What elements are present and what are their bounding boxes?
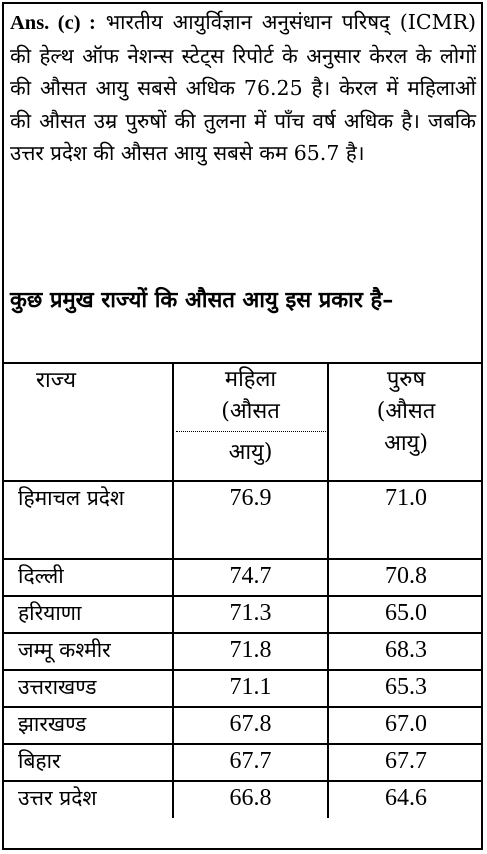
state-cell: हिमाचल प्रदेश: [2, 481, 173, 559]
female-value-cell: 67.8: [173, 707, 328, 744]
header-male-line2: (औसत: [376, 399, 436, 424]
male-value-cell: 68.3: [328, 633, 483, 670]
answer-text: भारतीय आयुर्विज्ञान अनुसंधान परिषद् (ICMR) की हेल्थ ऑफ नेशन्स स्टेट्स रिपोर्ट के अनुसार केरल के लोगों की औसत आयु सबसे अधिक 76.25 है। केरल में महिलाओं की औसत उम्र पुरुषों की तुलना में पाँच वर्ष अधिक है। जबकि उत्तर प्रदेश की औसत आयु सबसे कम 65.7 है।: [10, 10, 477, 165]
state-cell: हरियाणा: [2, 596, 173, 633]
header-state: राज्य: [2, 363, 173, 481]
table-heading: कुछ प्रमुख राज्यों कि औसत आयु इस प्रकार है–: [10, 287, 394, 313]
male-value-cell: 67.7: [328, 744, 483, 781]
female-value-cell: 66.8: [173, 781, 328, 818]
table-row: [2, 744, 483, 781]
header-female: [173, 363, 328, 481]
state-cell: झारखण्ड: [2, 707, 173, 744]
header-male-line3: आयु): [384, 431, 428, 456]
table-row: [2, 670, 483, 707]
state-cell: दिल्ली: [2, 559, 173, 596]
header-male: [328, 363, 483, 481]
male-value-cell: 67.0: [328, 707, 483, 744]
life-expectancy-table: [2, 362, 483, 818]
header-female-line3: आयु): [228, 440, 273, 465]
header-female-line2: (औसत: [221, 399, 280, 424]
table-row: [2, 559, 483, 596]
table-row: [2, 481, 483, 559]
state-cell: उत्तर प्रदेश: [2, 781, 173, 818]
female-value-cell: 71.8: [173, 633, 328, 670]
male-value-cell: 65.0: [328, 596, 483, 633]
male-value-cell: 65.3: [328, 670, 483, 707]
state-cell: जम्मू कश्मीर: [2, 633, 173, 670]
female-value-cell: 71.3: [173, 596, 328, 633]
male-value-cell: 71.0: [328, 481, 483, 559]
table-row: [2, 633, 483, 670]
header-male-line1: पुरुष: [386, 367, 426, 392]
female-value-cell: 67.7: [173, 744, 328, 781]
female-value-cell: 74.7: [173, 559, 328, 596]
dotted-divider: [176, 431, 326, 432]
header-female-line1: महिला: [224, 367, 277, 392]
table-row: [2, 781, 483, 818]
male-value-cell: 70.8: [328, 559, 483, 596]
state-cell: बिहार: [2, 744, 173, 781]
answer-label: Ans. (c) :: [10, 12, 96, 34]
table-header-row: [2, 363, 483, 481]
male-value-cell: 64.6: [328, 781, 483, 818]
state-cell: उत्तराखण्ड: [2, 670, 173, 707]
answer-paragraph: [10, 6, 476, 170]
female-value-cell: 76.9: [173, 481, 328, 559]
female-value-cell: 71.1: [173, 670, 328, 707]
table-row: [2, 707, 483, 744]
table-row: [2, 596, 483, 633]
